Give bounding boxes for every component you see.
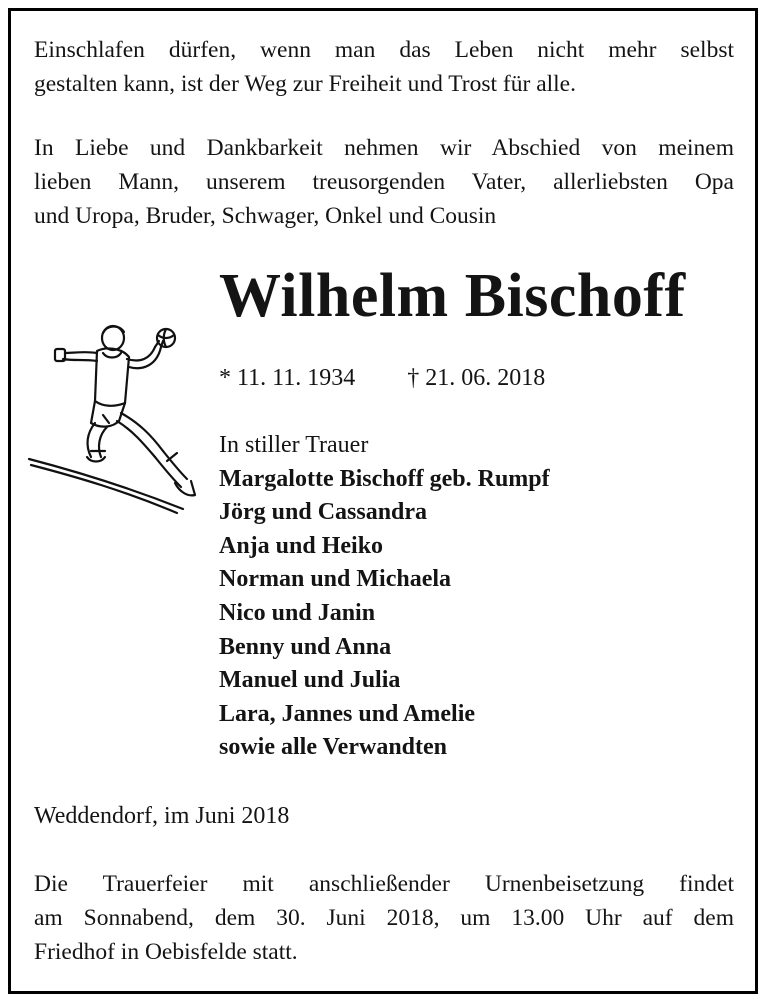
mourner-name: Manuel und Julia	[219, 667, 401, 694]
mourner-name: Anja und Heiko	[219, 532, 384, 559]
mourner-name: Lara, Jannes und Amelie	[219, 700, 476, 727]
mourning-intro: In stiller Trauer	[219, 432, 369, 458]
mourners-list	[219, 429, 550, 765]
announcement-text	[34, 131, 734, 233]
mourner-name: Margalotte Bischoff geb. Rumpf	[219, 465, 550, 492]
mourner-name: Norman und Michaela	[219, 566, 452, 593]
mourner-name: Nico und Janin	[219, 599, 376, 626]
death-date: † 21. 06. 2018	[407, 365, 546, 391]
opening-quote-line: gestalten kann, ist der Weg zur Freiheit und Trost für alle.	[34, 71, 576, 97]
announcement-line: und Uropa, Bruder, Schwager, Onkel und Cousin	[34, 203, 497, 229]
ceremony-line: Friedhof in Oebisfelde statt.	[34, 939, 298, 965]
life-dates	[219, 361, 545, 395]
mourner-name: Jörg und Cassandra	[219, 499, 428, 526]
announcement-line: lieben Mann, unserem treusorgenden Vater, allerliebsten Opa	[34, 169, 734, 195]
obituary-notice	[8, 8, 758, 994]
mourner-name: Benny und Anna	[219, 633, 392, 660]
place-and-date: Weddendorf, im Juni 2018	[34, 803, 290, 829]
opening-quote	[34, 33, 734, 101]
announcement-line: In Liebe und Dankbarkeit nehmen wir Abschied von meinem	[34, 135, 734, 161]
opening-quote-line: Einschlafen dürfen, wenn man das Leben nicht mehr selbst	[34, 37, 734, 63]
ceremony-details	[34, 867, 734, 969]
birth-date: * 11. 11. 1934	[219, 365, 356, 391]
handball-player-illustration	[25, 311, 205, 521]
mourner-name: sowie alle Verwandten	[219, 734, 447, 761]
deceased-name: Wilhelm Bischoff	[219, 262, 686, 330]
ceremony-line: am Sonnabend, dem 30. Juni 2018, um 13.00 Uhr auf dem	[34, 905, 734, 931]
ceremony-line: Die Trauerfeier mit anschließender Urnenbeisetzung findet	[34, 871, 734, 897]
